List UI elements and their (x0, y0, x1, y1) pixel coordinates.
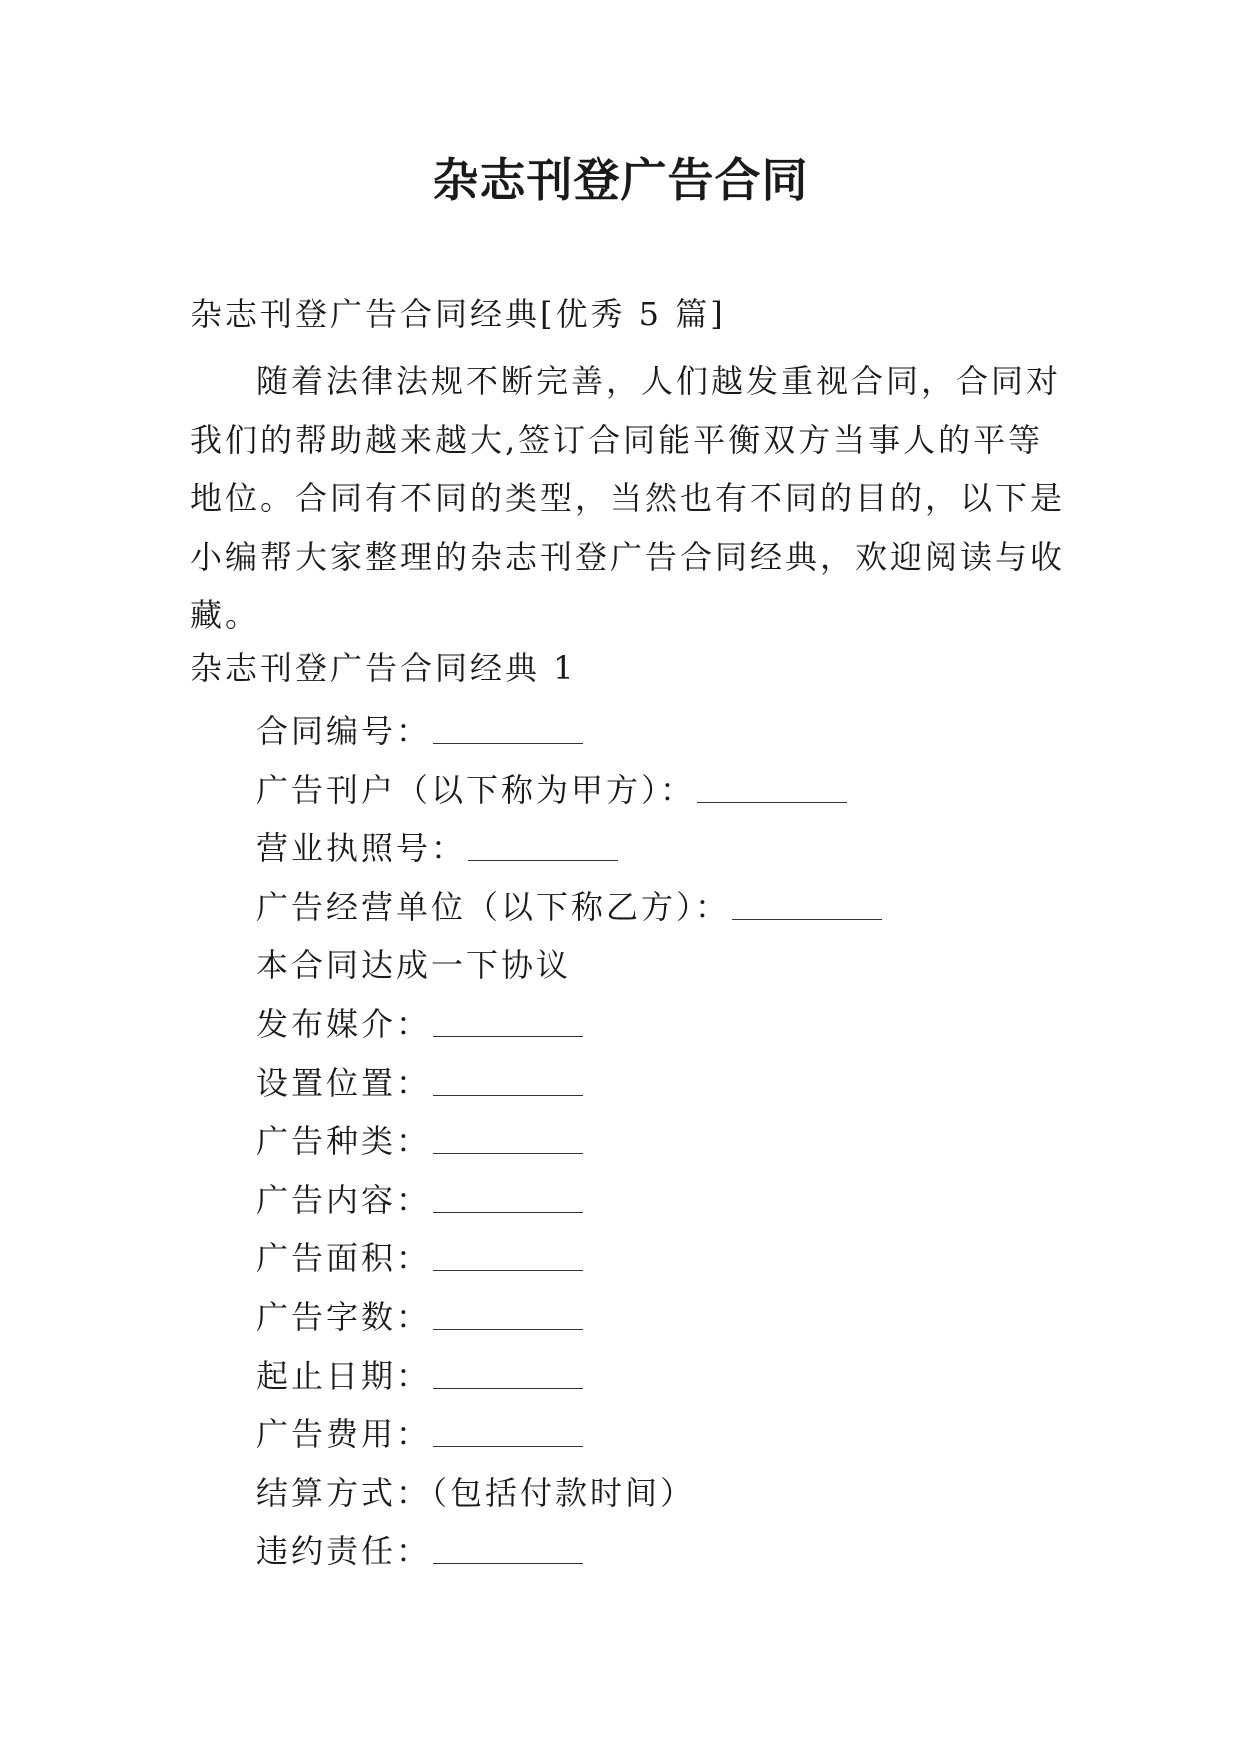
field-position (256, 1054, 1056, 1113)
document-subtitle: 杂志刊登广告合同经典[优秀 5 篇] (190, 295, 726, 333)
field-settlement (256, 1464, 1056, 1523)
field-label: 广告费用： (256, 1415, 432, 1454)
field-label: 广告字数： (256, 1297, 432, 1336)
fill-blank (433, 1125, 583, 1154)
fill-blank (433, 1360, 583, 1389)
field-label: 本合同达成一下协议 (256, 946, 572, 985)
field-label: 发布媒介： (256, 1004, 432, 1043)
field-party-a (256, 761, 1056, 820)
fill-blank (433, 715, 583, 744)
field-contract-number (256, 702, 1056, 761)
field-word-count (256, 1288, 1056, 1347)
field-agreement-intro (256, 936, 1056, 995)
field-business-license (256, 819, 1056, 878)
fill-blank (433, 1008, 583, 1037)
section-title: 杂志刊登广告合同经典 1 (190, 649, 577, 687)
fill-blank (433, 1242, 583, 1271)
fill-blank (433, 1301, 583, 1330)
field-dates (256, 1347, 1056, 1406)
field-label: 营业执照号： (256, 829, 467, 868)
field-label: 结算方式：（包括付款时间） (256, 1473, 696, 1512)
fill-blank (433, 1067, 583, 1096)
field-ad-area (256, 1229, 1056, 1288)
field-fees (256, 1405, 1056, 1464)
field-ad-content (256, 1171, 1056, 1230)
fill-blank (468, 832, 618, 861)
fill-blank (433, 1535, 583, 1564)
field-label: 合同编号： (256, 712, 432, 750)
field-party-b (256, 878, 1056, 937)
field-label: 广告经营单位（以下称乙方）： (256, 887, 731, 926)
contract-fields (256, 702, 1056, 1581)
field-label: 违约责任： (256, 1532, 432, 1571)
field-liability (256, 1522, 1056, 1581)
fill-blank (697, 774, 847, 803)
fill-blank (433, 1418, 583, 1447)
field-media (256, 995, 1056, 1054)
field-label: 起止日期： (256, 1356, 432, 1395)
fill-blank (433, 1184, 583, 1213)
field-ad-type (256, 1112, 1056, 1171)
field-label: 广告面积： (256, 1239, 432, 1278)
field-label: 设置位置： (256, 1063, 432, 1102)
field-label: 广告刊户（以下称为甲方）： (256, 770, 696, 809)
field-label: 广告种类： (256, 1122, 432, 1161)
intro-paragraph: 随着法律法规不断完善，人们越发重视合同，合同对我们的帮助越来越大,签订合同能平衡双方当事人的平等地位。合同有不同的类型，当然也有不同的目的，以下是小编帮大家整理的杂志刊登广告合同经典，欢迎阅读与收藏。 (190, 362, 1066, 634)
document-title: 杂志刊登广告合同 (432, 153, 809, 207)
fill-blank (732, 891, 882, 920)
field-label: 广告内容： (256, 1180, 432, 1219)
